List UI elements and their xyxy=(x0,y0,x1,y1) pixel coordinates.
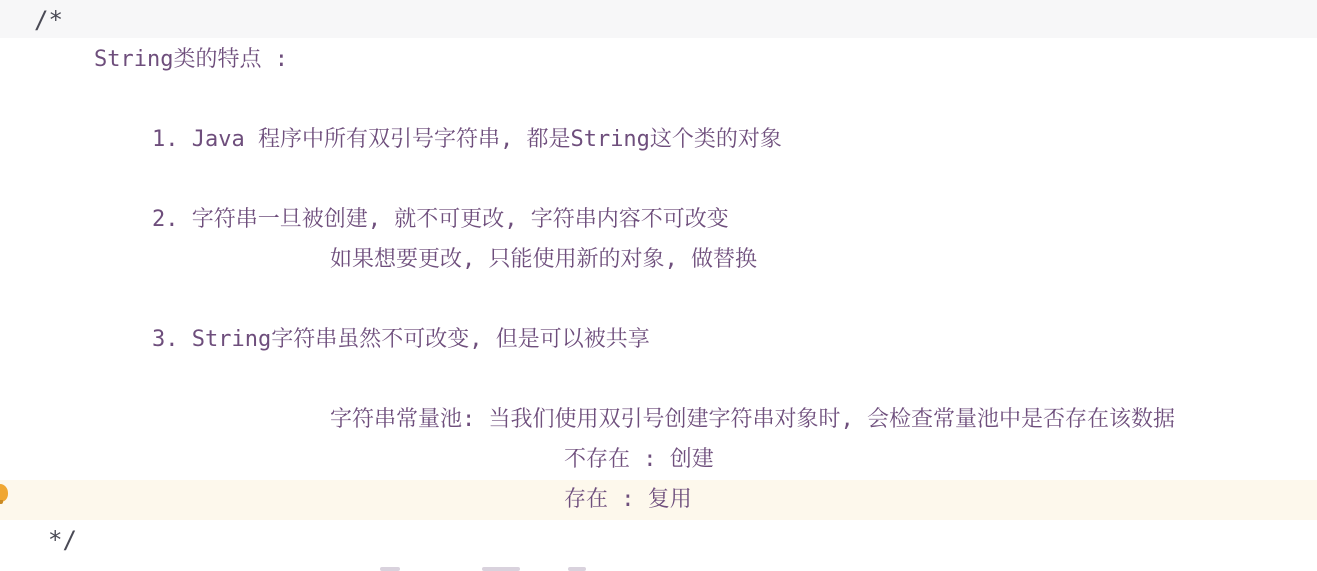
comment-close: */ xyxy=(48,526,77,554)
comment-heading: String类的特点 : xyxy=(94,47,288,72)
comment-open: /* xyxy=(34,6,63,34)
comment-point-2-detail: 如果想要更改, 只能使用新的对象, 做替换 xyxy=(330,247,757,272)
comment-point-2: 2. 字符串一旦被创建, 就不可更改, 字符串内容不可改变 xyxy=(152,207,729,232)
string-pool-exist[interactable]: 存在 : 复用 xyxy=(564,487,692,512)
comment-point-3: 3. String字符串虽然不可改变, 但是可以被共享 xyxy=(152,327,650,352)
string-pool-not-exist: 不存在 : 创建 xyxy=(564,447,714,472)
next-line-fragment xyxy=(380,567,400,571)
previous-line-highlight xyxy=(0,0,1317,38)
next-line-fragment xyxy=(568,567,586,571)
next-line-fragment xyxy=(482,567,520,571)
string-pool-definition: 字符串常量池: 当我们使用双引号创建字符串对象时, 会检查常量池中是否存在该数据 xyxy=(330,407,1175,432)
comment-point-1: 1. Java 程序中所有双引号字符串, 都是String这个类的对象 xyxy=(152,127,782,152)
